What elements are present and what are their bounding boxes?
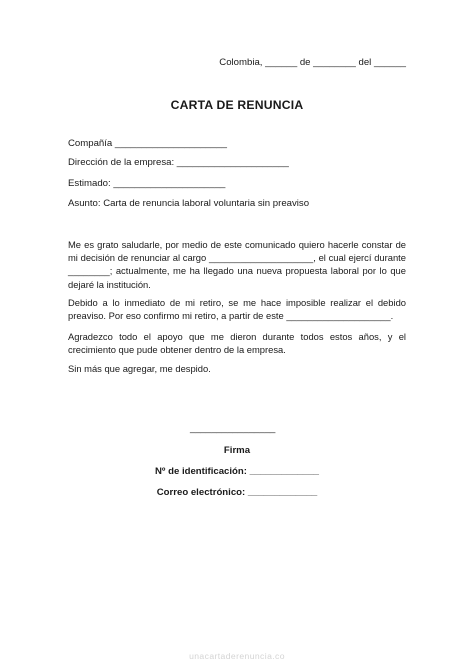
date-line: Colombia, ______ de ________ del ______ [219,57,406,68]
body-paragraph-notice: Debido a lo inmediato de mi retiro, se me hace imposible realizar el debido preaviso. Por eso confirmo mi retiro, a partir de este ____________________. [68,297,406,322]
signature-line: ________________ [190,423,276,434]
company-field: Compañía _____________________ [68,138,227,149]
watermark: unacartaderenuncia.co [189,651,285,661]
document-title: CARTA DE RENUNCIA [170,98,304,112]
signature-label: Firma [223,445,251,456]
id-number-field: Nº de identificación: _____________ [154,466,320,477]
body-paragraph-intro: Me es grato saludarle, por medio de este comunicado quiero hacerle constar de mi decisión de renunciar al cargo ____________________, el cual ejercí durante ________; actualmente, me ha llegado una nueva propuesta laboral por lo que dejaré la institución. [68,239,406,290]
company-address-field: Dirección de la empresa: _____________________ [68,157,289,168]
greeting-field: Estimado: _____________________ [68,178,226,189]
body-paragraph-thanks: Agradezco todo el apoyo que me dieron durante todos estos años, y el crecimiento que pude obtener dentro de la empresa. [68,331,406,356]
closing-line: Sin más que agregar, me despido. [68,363,211,374]
subject-line: Asunto: Carta de renuncia laboral voluntaria sin preaviso [68,198,310,209]
email-field: Correo electrónico: _____________ [156,487,318,498]
